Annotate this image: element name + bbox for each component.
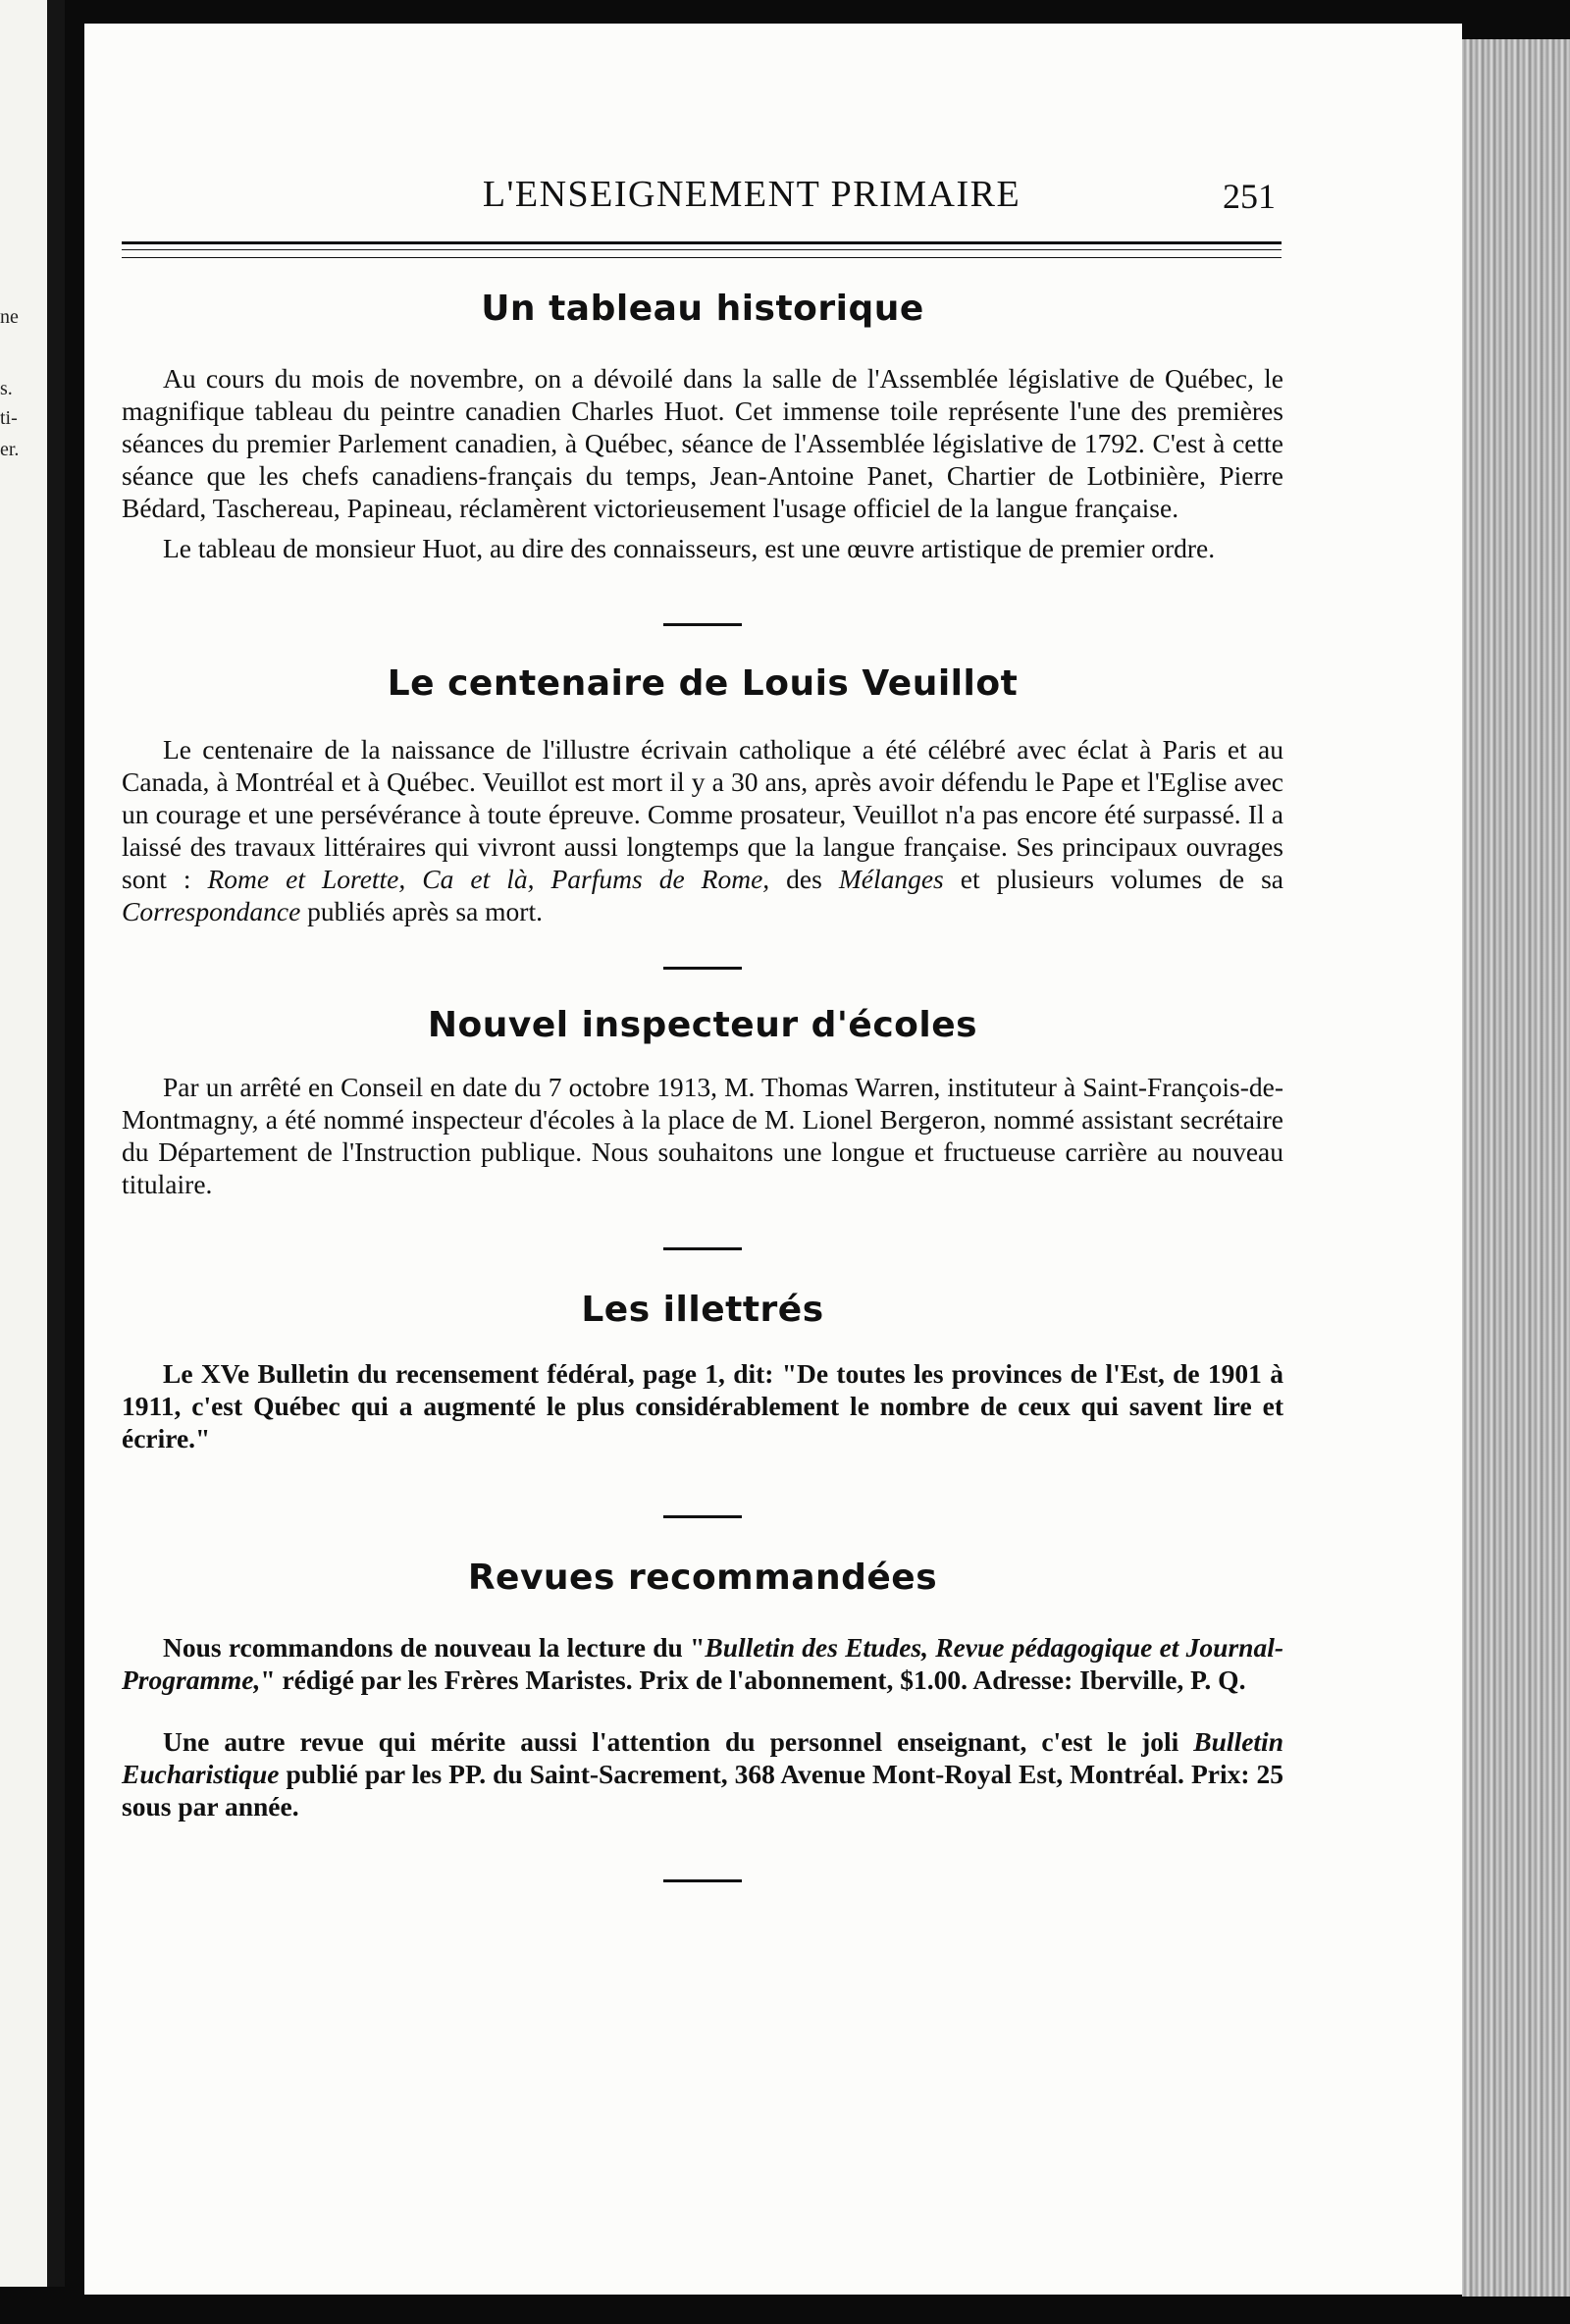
section-tableau-historique [122,289,1283,564]
book-page [84,24,1462,2295]
facing-page-edge [0,0,65,2287]
text-run: et plusieurs volumes de sa [943,864,1283,894]
page-stack-edge [1462,39,1570,2297]
work-titles: Rome et Lorette, Ca et là, Parfums de Rome, [207,864,770,894]
paragraph: Par un arrêté en Conseil en date du 7 octobre 1913, M. Thomas Warren, instituteur à Saint-François-de-Montmagny, a été nommé inspecteur d'écoles à la place de M. Lionel Bergeron, nommé assistant secrétaire du Département de l'Instruction publique. Nous souhaitons une longue et fructueuse carrière au nouveau titulaire. [122,1072,1283,1199]
header-rule-thin [122,249,1282,250]
margin-fragment: er. [0,439,20,460]
section-revues-recommandees [122,1558,1283,1822]
work-title: Mélanges [838,864,944,894]
paragraph [122,1725,1283,1822]
text-run: " rédigé par les Frères Maristes. Prix de l'abonnement, $1.00. Adresse: Iberville, P. Q. [260,1664,1246,1695]
review-title: Bulletin Eucharistique [122,1726,1283,1789]
text-run: Le centenaire de la naissance de l'illustre écrivain catholique a été célébré avec éclat à Paris et au Canada, à Montréal et à Québec. Veuillot est mort il y a 30 ans, après avoir défendu le Pape et l'Eglise avec un courage et une persévérance à toute épreuve. Comme prosateur, Veuillot n'a pas encore été surpassé. Il a laissé des travaux littéraires qui vivront aussi longtemps que la langue française. Ses principaux ouvrages sont : [122,734,1283,894]
paragraph: Le tableau de monsieur Huot, au dire des connaisseurs, est une œuvre artistique de premier ordre. [163,533,1216,563]
text-run: Nous rcommandons de nouveau la lecture du " [163,1632,706,1663]
paragraph [122,733,1283,927]
section-title: Revues recommandées [467,1558,938,1598]
text-run: publiés après sa mort. [300,896,543,926]
section-separator [663,1879,742,1882]
text-run: Une autre revue qui mérite aussi l'attention du personnel enseignant, c'est le joli [163,1726,1194,1757]
paragraph: Au cours du mois de novembre, on a dévoilé dans la salle de l'Assemblée législative de Québec, le magnifique tableau du peintre canadien Charles Huot. Cet immense toile représente l'une des premières séances du premier Parlement canadien, à Québec, séance de l'Assemblée législative de 1792. C'est à cette séance que les chefs canadiens-français du temps, Jean-Antoine Panet, Chartier de Lotbinière, Pierre Bédard, Taschereau, Papineau, réclamèrent victorieusement l'usage officiel de la langue française. [122,363,1283,523]
article-body [122,289,1283,1882]
section-illettres [122,1290,1283,1454]
section-title: Les illettrés [581,1290,824,1330]
text-run: publié par les PP. du Saint-Sacrement, 368 Avenue Mont-Royal Est, Montréal. Prix: 25 sous par année. [122,1759,1283,1822]
section-centenaire-veuillot [122,663,1283,927]
section-nouvel-inspecteur [122,1005,1283,1200]
review-title: Bulletin des Etudes, Revue pédagogique et Journal-Programme, [122,1632,1283,1695]
text-run: des [769,864,839,894]
paragraph: Le XVe Bulletin du recensement fédéral, page 1, dit: "De toutes les provinces de l'Est, de 1901 à 1911, c'est Québec qui a augmenté le plus considérablement le nombre de ceux qui savent lire et écrire." [122,1358,1283,1453]
page-number: 251 [1223,177,1276,216]
work-title: Correspondance [122,896,301,926]
header-rule-thin [122,257,1282,258]
running-title: L'ENSEIGNEMENT PRIMAIRE [482,174,1021,215]
header-rule [122,241,1282,244]
section-title: Un tableau historique [481,289,924,329]
paragraph [122,1631,1283,1696]
section-title: Le centenaire de Louis Veuillot [387,663,1019,704]
margin-fragment: ne [0,306,19,328]
margin-fragment: ti- [0,407,18,429]
section-title: Nouvel inspecteur d'écoles [427,1005,978,1045]
margin-fragment: s. [0,378,13,399]
